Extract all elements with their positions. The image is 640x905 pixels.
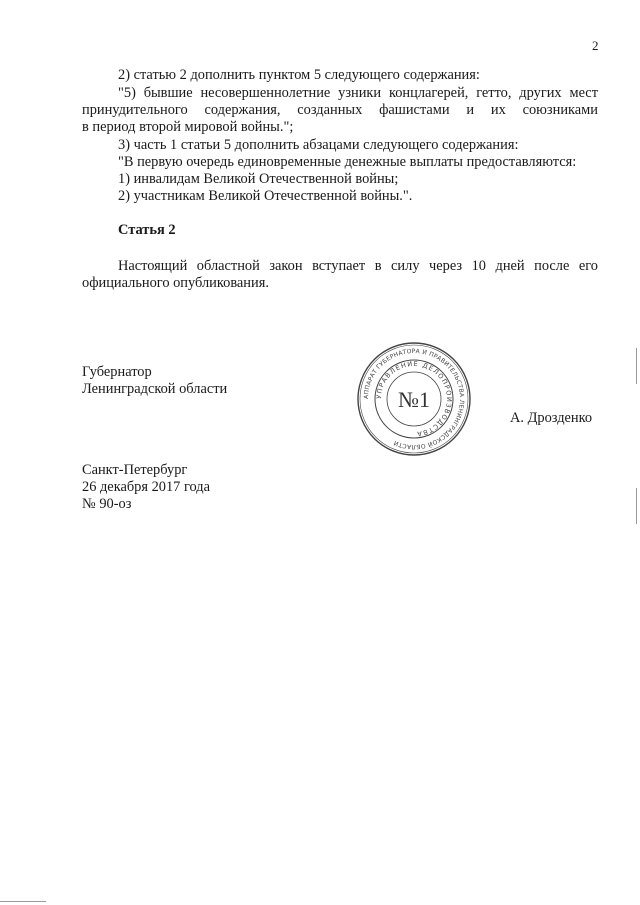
svg-text:АППАРАТ ГУБЕРНАТОРА И ПРАВИТЕЛ: АППАРАТ ГУБЕРНАТОРА И ПРАВИТЕЛЬСТВА ЛЕНИНГРАДСКОЙ ОБЛАСТИ: [362, 347, 466, 451]
page-number: 2: [592, 38, 599, 53]
article-2-text-line-2: официального опубликования.: [82, 275, 269, 291]
amendment-quote-line-2: принудительного содержания, созданных фашистами и их союзниками: [82, 102, 598, 118]
amendment-quote-intro: "В первую очередь единовременные денежные выплаты предоставляются:: [118, 154, 577, 170]
amendment-quote-line-1: "5) бывшие несовершеннолетние узники концлагерей, гетто, других мест: [118, 85, 598, 101]
amendment-quote-line-3: в период второй мировой войны.";: [82, 119, 294, 135]
stamp-number: №1: [398, 387, 430, 412]
amendment-item-1: 1) инвалидам Великой Отечественной войны;: [118, 171, 399, 187]
amendment-item-2: 2) участникам Великой Отечественной войны.".: [118, 188, 413, 204]
scan-edge-mark: [636, 488, 637, 524]
scan-edge-mark: [636, 348, 637, 384]
signatory-position-line-1: Губернатор: [82, 364, 152, 380]
signing-date: 26 декабря 2017 года: [82, 479, 211, 495]
amendment-paragraph-3: 3) часть 1 статьи 5 дополнить абзацами следующего содержания:: [118, 137, 519, 153]
svg-text:УПРАВЛЕНИЕ ДЕЛОПРОИЗВОДСТВА: УПРАВЛЕНИЕ ДЕЛОПРОИЗВОДСТВА: [374, 359, 454, 439]
scan-bottom-rule: [0, 901, 46, 902]
amendment-paragraph-2: 2) статью 2 дополнить пунктом 5 следующего содержания:: [118, 67, 480, 83]
law-number: № 90-оз: [82, 496, 132, 512]
signatory-position-line-2: Ленинградской области: [82, 381, 228, 397]
signatory-name: А. Дрозденко: [510, 410, 593, 426]
official-seal-stamp: [355, 340, 473, 458]
article-2-heading: Статья 2: [118, 222, 176, 238]
article-2-text-line-1: Настоящий областной закон вступает в силу через 10 дней после его: [118, 258, 598, 274]
signing-city: Санкт-Петербург: [82, 462, 188, 478]
